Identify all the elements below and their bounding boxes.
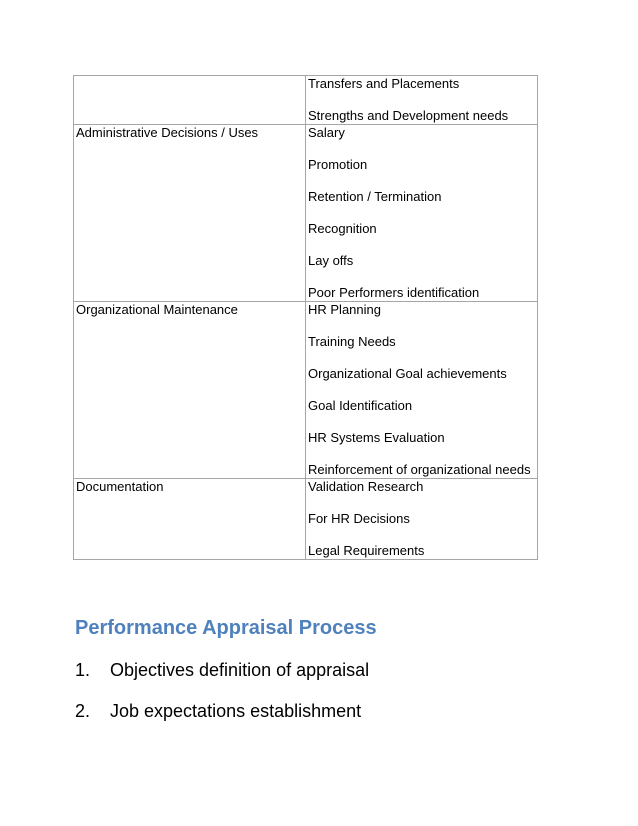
- row-items: [306, 76, 538, 125]
- list-item: Lay offs: [308, 253, 354, 268]
- row-label: Administrative Decisions / Uses: [74, 125, 306, 302]
- list-item: Transfers and Placements: [308, 76, 460, 91]
- table-row: [74, 479, 538, 560]
- list-item: Poor Performers identification: [308, 285, 480, 300]
- section-heading: Performance Appraisal Process: [75, 617, 377, 639]
- list-item: Training Needs: [308, 334, 396, 349]
- list-item: HR Systems Evaluation: [308, 430, 445, 445]
- row-items: [306, 302, 538, 479]
- list-item: Strengths and Development needs: [308, 108, 509, 123]
- list-item: For HR Decisions: [308, 511, 410, 526]
- row-items: [306, 125, 538, 302]
- step-number: 1.: [75, 660, 91, 680]
- row-label: [74, 76, 306, 125]
- step-number: 2.: [75, 701, 91, 721]
- row-label: Documentation: [74, 479, 306, 560]
- list-item: Retention / Termination: [308, 189, 442, 204]
- list-item: [75, 699, 369, 723]
- list-item: Salary: [308, 125, 345, 140]
- appraisal-uses-table: [73, 75, 538, 560]
- list-item: Goal Identification: [308, 398, 413, 413]
- list-item: [75, 658, 369, 682]
- row-items: [306, 479, 538, 560]
- list-item: HR Planning: [308, 302, 381, 317]
- row-label: Organizational Maintenance: [74, 302, 306, 479]
- list-item: Recognition: [308, 221, 377, 236]
- step-text: Objectives definition of appraisal: [110, 660, 370, 680]
- list-item: Legal Requirements: [308, 543, 425, 558]
- table-row: [74, 302, 538, 479]
- table-row: [74, 125, 538, 302]
- list-item: Organizational Goal achievements: [308, 366, 507, 381]
- list-item: Promotion: [308, 157, 368, 172]
- process-steps-list: [75, 658, 369, 740]
- step-text: Job expectations establishment: [110, 701, 362, 721]
- list-item: Validation Research: [308, 479, 424, 494]
- table-row: [74, 76, 538, 125]
- list-item: Reinforcement of organizational needs: [308, 462, 531, 477]
